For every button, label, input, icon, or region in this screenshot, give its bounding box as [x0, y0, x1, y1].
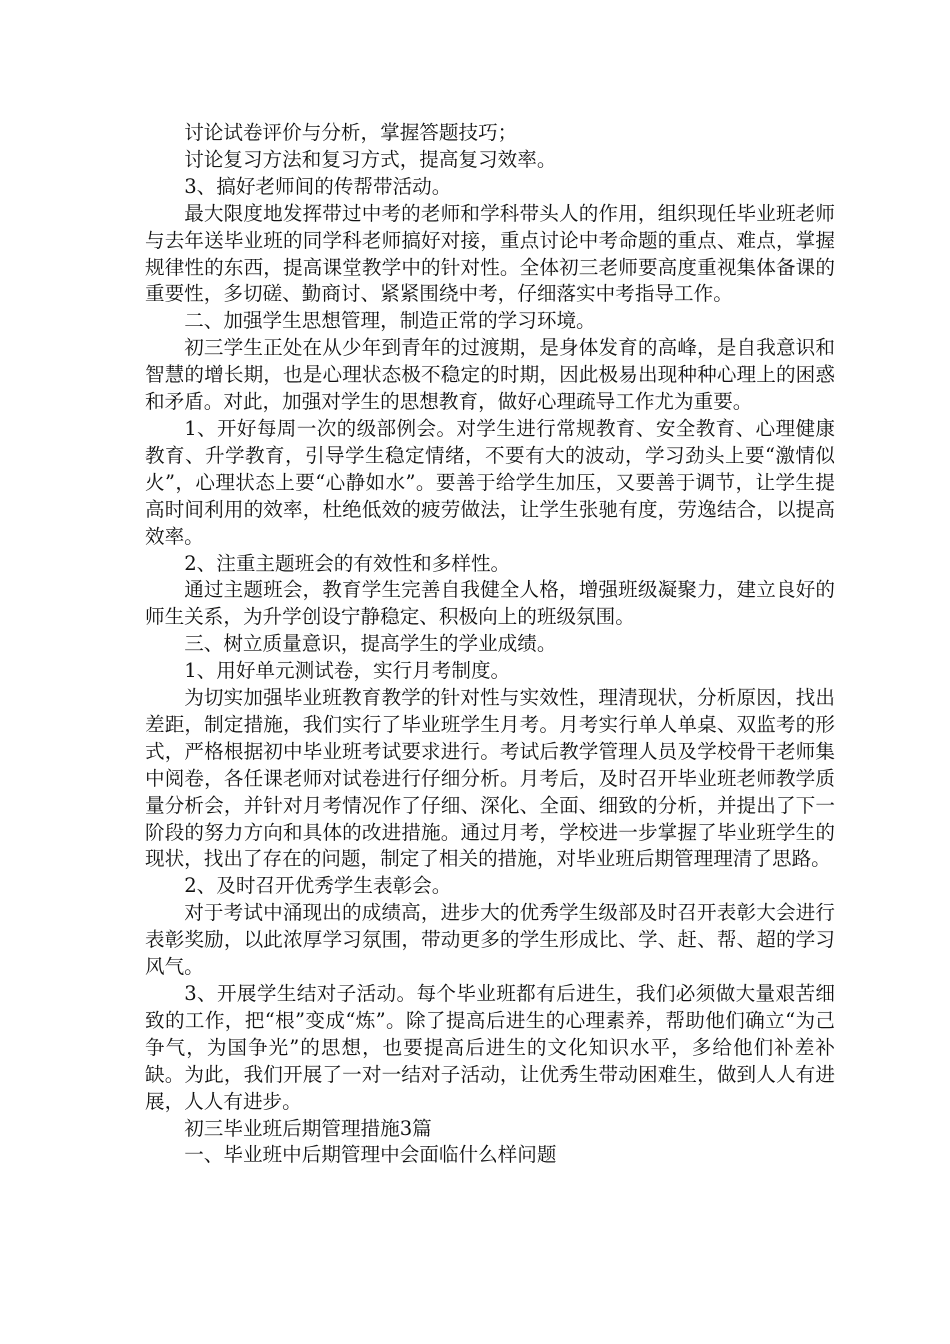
paragraph-review-methods: 讨论复习方法和复习方式，提高复习效率。: [184, 147, 557, 171]
heading-mentoring: 3、搞好老师间的传帮带活动。: [184, 174, 452, 198]
document-body: [145, 120, 835, 1169]
paragraph-monthly-exam: 为切实加强毕业班教育教学的针对性与实效性，理清现状，分析原因，找出差距，制定措施，我们实行了毕业班学生月考。月考实行单人单桌、双监考的形式，严格根据初中毕业班考试要求进行。考试后教学管理人员及学校骨干老师集中阅卷，各任课老师对试卷进行仔细分析。月考后，及时召开毕业班老师教学质量分析会，并针对月考情况作了仔细、深化、全面、细致的分析，并提出了下一阶段的努力方向和具体的改进措施。通过月考，学校进一步掌握了毕业班学生的现状，找出了存在的问题，制定了相关的措施，对毕业班后期管理理清了思路。: [145, 686, 835, 871]
heading-monthly-exam: 1、用好单元测试卷，实行月考制度。: [184, 659, 511, 683]
paragraph-pairing: 3、开展学生结对子活动。每个毕业班都有后进生，我们必须做大量艰苦细致的工作，把“根”变成“炼”。除了提高后进生的心理素养，帮助他们确立“为己争气，为国争光”的思想，也要提高后进生的文化知识水平，多给他们补差补缺。为此，我们开展了一对一结对子活动，让优秀生带动困难生，做到人人有进展，人人有进步。: [145, 982, 835, 1113]
heading-awards: 2、及时召开优秀学生表彰会。: [184, 874, 452, 898]
paragraph-mentoring: 最大限度地发挥带过中考的老师和学科带头人的作用，组织现任毕业班老师与去年送毕业班的同学科老师搞好对接，重点讨论中考命题的重点、难点，掌握规律性的东西，提高课堂教学中的针对性。全体初三老师要高度重视集体备课的重要性，多切磋、勤商讨、紧紧围绕中考，仔细落实中考指导工作。: [145, 201, 835, 306]
paragraph-awards: 对于考试中涌现出的成绩高，进步大的优秀学生级部及时召开表彰大会进行表彰奖励，以此浓厚学习氛围，带动更多的学生形成比、学、赶、帮、超的学习风气。: [145, 901, 835, 979]
paragraph-student-psychology: 初三学生正处在从少年到青年的过渡期，是身体发育的高峰，是自我意识和智慧的增长期，也是心理状态极不稳定的时期，因此极易出现种种心理上的困惑和矛盾。对此，加强对学生的思想教育，做好心理疏导工作尤为重要。: [145, 336, 835, 414]
heading-class-meeting: 2、注重主题班会的有效性和多样性。: [184, 551, 511, 575]
heading-section-3: 三、树立质量意识，提高学生的学业成绩。: [184, 632, 557, 656]
paragraph-class-meeting: 通过主题班会，教育学生完善自我健全人格，增强班级凝聚力，建立良好的师生关系，为升学创设宁静稳定、积极向上的班级氛围。: [145, 578, 835, 629]
paragraph-weekly-meeting: 1、开好每周一次的级部例会。对学生进行常规教育、安全教育、心理健康教育、升学教育，引导学生稳定情绪，不要有大的波动，学习劲头上要“激情似火”，心理状态上要“心静如水”。要善于给学生加压，又要善于调节，让学生提高时间利用的效率，杜绝低效的疲劳做法，让学生张驰有度，劳逸结合，以提高效率。: [145, 416, 835, 548]
heading-article-title: 初三毕业班后期管理措施3篇: [184, 1116, 432, 1140]
heading-section-2: 二、加强学生思想管理，制造正常的学习环境。: [184, 309, 596, 333]
paragraph-exam-review: 讨论试卷评价与分析，掌握答题技巧；: [184, 121, 518, 144]
heading-problems: 一、毕业班中后期管理中会面临什么样问题: [184, 1143, 557, 1167]
